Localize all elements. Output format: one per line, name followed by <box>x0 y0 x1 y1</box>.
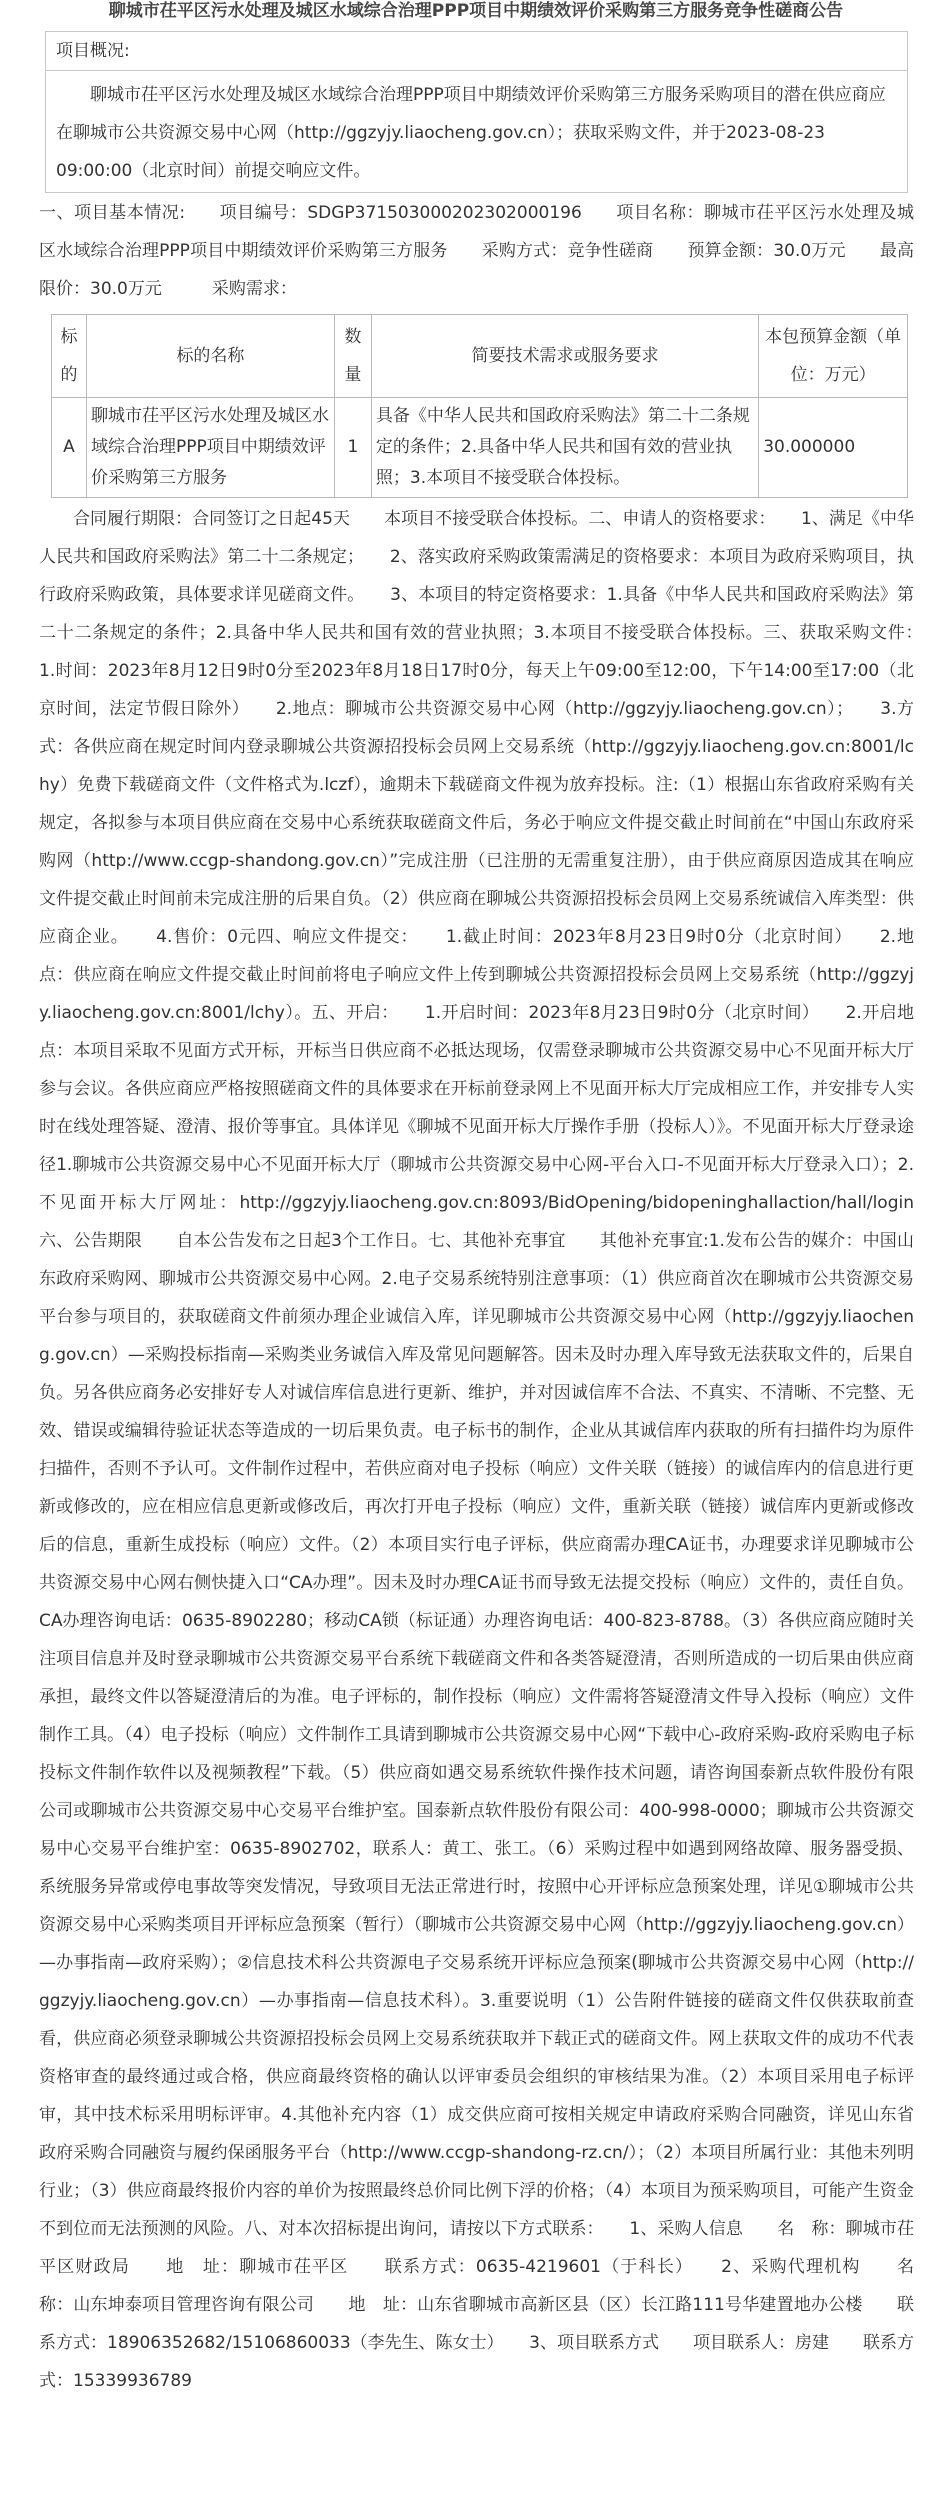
table-header-row <box>52 315 908 398</box>
announcement-body: 合同履行期限：合同签订之日起45天 本项目不接受联合体投标。二、申请人的资格要求： 1、满足《中华人民共和国政府采购法》第二十二条规定； 2、落实政府采购政策需满足的资格要求：本项目为政府采购项目，执行政府采购政策，具体要求详见磋商文件。 3、本项目的特定资格要求：1.具备《中华人民共和国政府采购法》第二十二条规定的条件；2.具备中华人民共和国有效的营业执照；3.本项目不接受联合体投标。三、获取采购文件： 1.时间：2023年8月12日9时0分至2023年8月18日17时0分，每天上午09:00至12:00，下午14:00至17:00（北京时间，法定节假日除外） 2.地点：聊城市公共资源交易中心网（http://ggzyjy.liaocheng.gov.cn）； 3.方式：各供应商在规定时间内登录聊城公共资源招投标会员网上交易系统（http://ggzyjy.liaocheng.gov.cn:8001/lchy）免费下载磋商文件（文件格式为.lczf），逾期未下载磋商文件视为放弃投标。注:（1）根据山东省政府采购有关规定，各拟参与本项目供应商在交易中心系统获取磋商文件后，务必于响应文件提交截止时间前在“中国山东政府采购网（http://www.ccgp-shandong.gov.cn）”完成注册（已注册的无需重复注册），由于供应商原因造成其在响应文件提交截止时间前未完成注册的后果自负。（2）供应商在聊城公共资源招投标会员网上交易系统诚信入库类型：供应商企业。 4.售价：0元四、响应文件提交： 1.截止时间：2023年8月23日9时0分（北京时间） 2.地 点：供应商在响应文件提交截止时间前将电子响应文件上传到聊城公共资源招投标会员网上交易系统（http://ggzyjy.liaocheng.gov.cn:8001/lchy）。五、开启： 1.开启时间：2023年8月23日9时0分（北京时间） 2.开启地点：本项目采取不见面方式开标，开标当日供应商不必抵达现场，仅需登录聊城市公共资源交易中心不见面开标大厅参与会议。各供应商应严格按照磋商文件的具体要求在开标前登录网上不见面开标大厅完成相应工作，并安排专人实时在线处理答疑、澄清、报价等事宜。具体详见《聊城不见面开标大厅操作手册（投标人）》。不见面开标大厅登录途径1.聊城市公共资源交易中心不见面开标大厅（聊城市公共资源交易中心网-平台入口-不见面开标大厅登录入口）；2.不见面开标大厅网址：http://ggzyjy.liaocheng.gov.cn:8093/BidOpening/bidopeninghallaction/hall/login六、公告期限 自本公告发布之日起3个工作日。七、其他补充事宜 其他补充事宜:1.发布公告的媒介：中国山东政府采购网、聊城市公共资源交易中心网。2.电子交易系统特别注意事项：（1）供应商首次在聊城市公共资源交易平台参与项目的，获取磋商文件前须办理企业诚信入库，详见聊城市公共资源交易中心网（http://ggzyjy.liaocheng.gov.cn）—采购投标指南—采购类业务诚信入库及常见问题解答。因未及时办理入库导致无法获取文件的，后果自负。另各供应商务必安排好专人对诚信库信息进行更新、维护，并对因诚信库不合法、不真实、不清晰、不完整、无效、错误或编辑待验证状态等造成的一切后果负责。电子标书的制作，企业从其诚信库内获取的所有扫描件均为原件扫描件，否则不予认可。文件制作过程中，若供应商对电子投标（响应）文件关联（链接）的诚信库内的信息进行更新或修改的，应在相应信息更新或修改后，再次打开电子投标（响应）文件，重新关联（链接）诚信库内更新或修改后的信息，重新生成投标（响应）文件。（2）本项目实行电子评标，供应商需办理CA证书，办理要求详见聊城市公共资源交易中心网右侧快捷入口“CA办理”。因未及时办理CA证书而导致无法提交投标（响应）文件的，责任自负。CA办理咨询电话：0635-8902280；移动CA锁（标证通）办理咨询电话：400-823-8788。（3）各供应商应随时关注项目信息并及时登录聊城市公共资源交易平台系统下载磋商文件和各类答疑澄清，否则所造成的一切后果由供应商承担，最终文件以答疑澄清后的为准。电子评标的，制作投标（响应）文件需将答疑澄清文件导入投标（响应）文件制作工具。（4）电子投标（响应）文件制作工具请到聊城市公共资源交易中心网“下载中心-政府采购-政府采购电子标投标文件制作软件以及视频教程”下载。（5）供应商如遇交易系统软件操作技术问题，请咨询国泰新点软件股份有限公司或聊城市公共资源交易中心交易平台维护室。国泰新点软件股份有限公司：400-998-0000；聊城市公共资源交易中心交易平台维护室：0635-8902702，联系人：黄工、张工。（6）采购过程中如遇到网络故障、服务器受损、系统服务异常或停电事故等突发情况，导致项目无法正常进行时，按照中心开评标应急预案处理，详见①聊城市公共资源交易中心采购类项目开评标应急预案（暂行）（聊城市公共资源交易中心网（http://ggzyjy.liaocheng.gov.cn）—办事指南—政府采购）；②信息技术科公共资源电子交易系统开评标应急预案(聊城市公共资源交易中心网（http://ggzyjy.liaocheng.gov.cn）—办事指南—信息技术科）。3.重要说明（1）公告附件链接的磋商文件仅供获取前查看，供应商必须登录聊城公共资源招投标会员网上交易系统获取并下载正式的磋商文件。网上获取文件的成功不代表资格审查的最终通过或合格，供应商最终资格的确认以评审委员会组织的审核结果为准。（2）本项目采用电子标评审，其中技术标采用明标评审。4.其他补充内容（1）成交供应商可按相关规定申请政府采购合同融资，详见山东省政府采购合同融资与履约保函服务平台（http://www.ccgp-shandong-rz.cn/）；（2）本项目所属行业：其他未列明行业；（3）供应商最终报价内容的单价为按照最终总价同比例下浮的价格；（4）本项目为预采购项目，可能产生资金不到位而无法预测的风险。八、对本次招标提出询问，请按以下方式联系： 1、采购人信息 名 称：聊城市茌平区财政局 地 址：聊城市茌平区 联系方式：0635-4219601（于科长） 2、采购代理机构 名 称：山东坤泰项目管理咨询有限公司 地 址：山东省聊城市高新区县（区）长江路111号华建置地办公楼 联系方式：18906352682/15106860033（李先生、陈女士） 3、项目联系方式 项目联系人：房建 联系方式：15339936789 <box>39 509 948 2391</box>
project-number: 项目编号：SDGP371503000202302000196 <box>219 203 582 223</box>
budget-amount: 预算金额：30.0万元 <box>687 241 846 261</box>
cell-requirements: 具备《中华人民共和国政府采购法》第二十二条规定的条件；2.具备中华人民共和国有效的营业执照；3.本项目不接受联合体投标。 <box>371 398 758 498</box>
basic-section-heading: 一、项目基本情况: <box>39 203 186 223</box>
overview-heading: 项目概况: <box>46 32 907 71</box>
col-header-name: 标的名称 <box>86 315 334 398</box>
project-name: 项目名称：聊城市茌平区污水处理及城区水域综合治理PPP项目中期绩效评价采购第三方服务 <box>39 203 915 261</box>
procurement-method: 采购方式：竞争性磋商 <box>481 241 654 261</box>
overview-body: 聊城市茌平区污水处理及城区水域综合治理PPP项目中期绩效评价采购第三方服务采购项目的潜在供应商应在聊城市公共资源交易中心网（http://ggzyjy.liaocheng.gov.cn）；获取采购文件，并于2023-08-23 09:00:00（北京时间）前提交响应文件。 <box>56 85 886 181</box>
max-price: 最高限价：30.0万元 <box>39 241 914 299</box>
bid-item-table <box>51 314 908 498</box>
cell-budget: 30.000000 <box>759 398 908 498</box>
announcement-page <box>30 0 948 2400</box>
cell-quantity: 1 <box>334 398 371 498</box>
cell-index: A <box>52 398 87 498</box>
cell-name: 聊城市茌平区污水处理及城区水域综合治理PPP项目中期绩效评价采购第三方服务 <box>86 398 334 498</box>
col-header-index: 标的 <box>52 315 87 398</box>
col-header-budget: 本包预算金额（单位：万元） <box>759 315 908 398</box>
demand-label: 采购需求： <box>211 279 297 299</box>
page-title: 聊城市茌平区污水处理及城区水域综合治理PPP项目中期绩效评价采购第三方服务竞争性磋商公告 <box>108 1 844 21</box>
table-row <box>52 398 908 498</box>
col-header-quantity: 数量 <box>334 315 371 398</box>
project-overview-box <box>45 31 908 193</box>
col-header-requirements: 简要技术需求或服务要求 <box>371 315 758 398</box>
basic-info <box>30 194 922 308</box>
